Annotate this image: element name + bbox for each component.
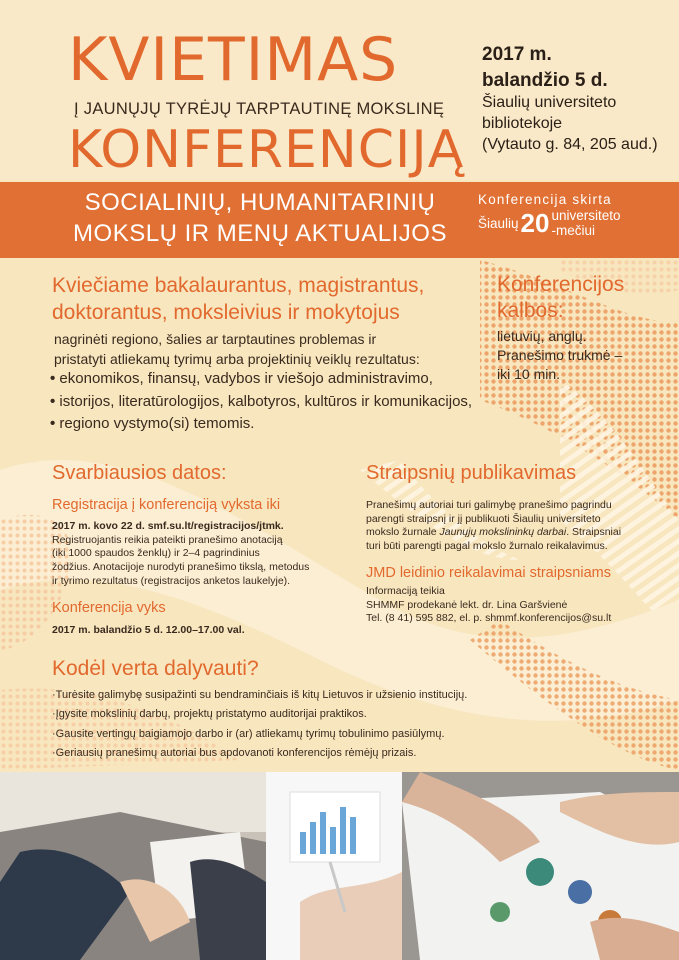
title-subtitle: Į JAUNŲJŲ TYRĖJŲ TARPTAUTINĘ MOKSLINĘ [74,100,445,118]
invite-body-line-2: pristatyti atliekamų tyrimų arba projektinių veiklų rezultatus: [54,350,420,367]
contact-line-3: Tel. (8 41) 595 882, el. p. shmmf.konferencijos@su.lt [366,612,612,625]
photo-meeting [0,772,266,960]
registration-details [52,520,352,588]
event-day: balandžio 5 d. [482,69,608,91]
photo-analysis [402,772,679,960]
title-kvietimas: KVIETIMAS [68,25,399,95]
contact-line-2: SHMMF prodekanė lekt. dr. Lina Garšvienė [366,598,568,611]
languages-line-1: lietuvių, anglų. [497,328,587,344]
publishing-body-1: Pranešimų autoriai turi galimybę pranešimo pagrindu [366,499,612,511]
invite-heading [52,272,424,327]
event-place-3: (Vytauto g. 84, 205 aud.) [482,135,658,153]
why-item: ·Įgysite mokslinių darbų, projektų pristatymo auditorijai praktikos. [52,708,367,721]
why-list [52,686,467,763]
topic-item: • istorijos, literatūrologijos, kalbotyros, kultūros ir komunikacijos, [50,391,472,414]
invite-body [54,330,420,369]
event-year: 2017 m. [482,44,552,65]
languages-heading [497,272,624,325]
registration-body-4: ir tyrimo rezultatus (registracijos anketos laukelyje). [52,574,291,587]
languages-body [497,327,622,384]
event-place-2: bibliotekoje [482,115,563,133]
registration-deadline: 2017 m. kovo 22 d. smf.su.lt/registracijos/jtmk. [52,520,284,532]
languages-line-2: Pranešimo trukmė – [497,346,623,363]
why-heading: Kodėl verta dalyvauti? [52,657,259,680]
languages-line-3: iki 10 min. [497,365,561,382]
topic-item: • ekonomikos, finansų, vadybos ir viešojo administravimo, [50,368,472,391]
title-konferencija: KONFERENCIJĄ [68,120,465,180]
registration-body-2: (iki 1000 spaudos ženklų) ir 2–4 pagrindinius [52,547,260,560]
contact-info [366,585,611,626]
banner-title-line-2: MOKSLŲ IR MENŲ AKTUALIJOS [73,219,447,247]
why-item: ·Geriausių pranešimų autoriai bus apdovanoti konferencijos rėmėjų prizais. [52,746,417,759]
why-item: ·Turėsite galimybę susipažinti su bendraminčiais iš kitų Lietuvos ir užsienio institucijų. [52,689,468,701]
event-place-1: Šiaulių universiteto [482,94,617,112]
banner-title-line-1: SOCIALINIŲ, HUMANITARINIŲ [84,189,436,216]
conference-when-heading: Konferencija vyks [52,600,166,616]
journal-name: Jaunųjų mokslininkų darbai [439,526,567,539]
publishing-body-4: turi būti parengti pagal mokslo žurnalo reikalavimus. [366,539,608,552]
anniversary-uni-1: universiteto [551,208,621,224]
invite-heading-line-2: doktorantus, moksleivius ir mokytojus [52,301,400,325]
publishing-heading: Straipsnių publikavimas [366,462,577,484]
photo-collage [0,772,679,960]
topics-list [50,368,472,436]
publishing-body-2: parengti straipsnį ir jį publikuoti Šiaulių universiteto [366,512,601,525]
registration-body-1: Registruojantis reikia pateikti pranešimo anotaciją [52,533,283,546]
anniversary-uni-2: -mečiui [551,222,595,238]
requirements-link[interactable]: JMD leidinio reikalavimai straipsniams [366,565,611,581]
contact-line-1: Informaciją teikia [366,585,445,597]
anniversary-number: 20 [520,208,550,238]
languages-heading-line-2: kalbos: [497,299,564,323]
registration-heading: Registracija į konferenciją vyksta iki [52,497,281,513]
publishing-body [366,499,656,554]
registration-body-3: žodžius. Anotacijoje nurodyti pranešimo tikslą, metodus [52,560,310,573]
publishing-body-3c: . Straipsniai [566,526,622,539]
anniversary-dedication: Konferencija skirta [478,192,612,207]
dates-heading: Svarbiausios datos: [52,462,227,484]
languages-heading-line-1: Konferencijos [497,273,625,296]
anniversary-badge [478,192,668,239]
photo-chart [266,772,402,960]
topic-item: • regiono vystymo(si) temomis. [50,413,472,436]
banner-title [60,188,460,249]
why-item: ·Gausite vertingų baigiamojo darbo ir (ar) atliekamų tyrimų tobulinimo pasiūlymų. [52,727,445,740]
event-date-place [482,42,658,156]
publishing-body-3a: mokslo žurnale [366,526,440,539]
invite-heading-line-1: Kviečiame bakalaurantus, magistrantus, [52,274,425,297]
conference-time: 2017 m. balandžio 5 d. 12.00–17.00 val. [52,624,245,636]
invite-body-line-1: nagrinėti regiono, šalies ar tarptautines problemas ir [54,331,377,347]
anniversary-city: Šiaulių [478,216,519,231]
